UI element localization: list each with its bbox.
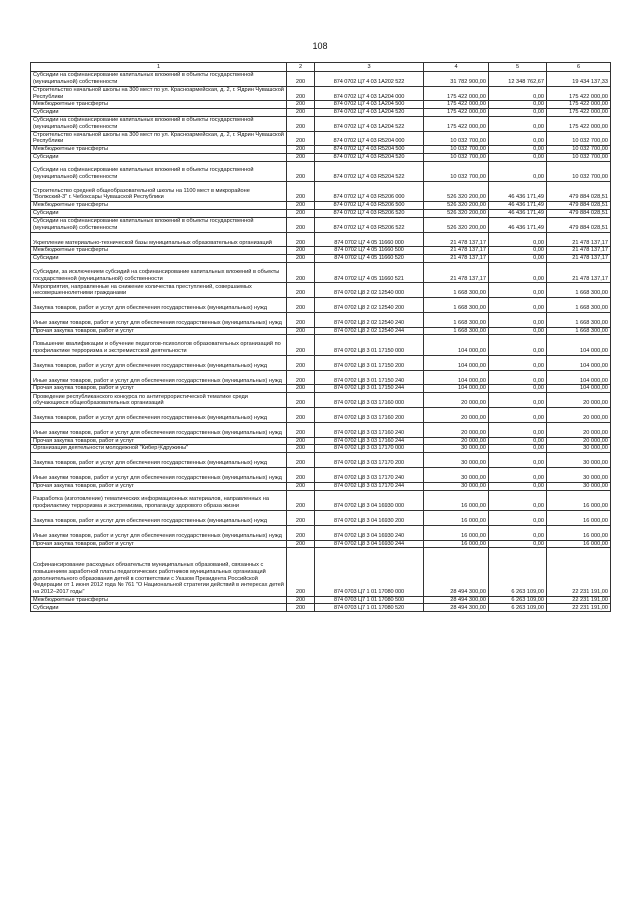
row-amount-cell: 526 320 200,00 (424, 181, 489, 201)
table-row (31, 453, 611, 468)
row-name-cell: Прочая закупка товаров, работ и услуг (31, 327, 287, 335)
row-code-cell: 874 0702 Ц8 3 03 17160 000 (315, 393, 424, 408)
row-remainder-cell: 104 000,00 (547, 355, 611, 370)
row-col2-cell: 200 (287, 262, 315, 282)
row-code-cell: 874 0702 Ц7 4 03 1А204 000 (315, 86, 424, 100)
row-executed-cell: 0,00 (489, 355, 547, 370)
row-name-cell: Субсидии на софинансирование капитальных вложений в объекты государственной (муниципальной) собственности (31, 116, 287, 131)
table-row (31, 101, 611, 109)
row-code-cell: 874 0702 Ц8 3 01 17150 000 (315, 335, 424, 355)
header-cell-1: 1 (31, 63, 287, 72)
row-col2-cell: 200 (287, 335, 315, 355)
row-amount-cell: 20 000,00 (424, 393, 489, 408)
row-name-cell: Укрепление материально-технической базы муниципальных образовательных организаций (31, 232, 287, 247)
row-name-cell: Субсидии на софинансирование капитальных вложений в объекты государственной (муниципальной) собственности (31, 217, 287, 232)
table-row (31, 437, 611, 445)
row-name-cell: Субсидии (31, 209, 287, 217)
row-executed-cell: 0,00 (489, 453, 547, 468)
row-executed-cell: 0,00 (489, 86, 547, 100)
row-remainder-cell: 175 422 000,00 (547, 86, 611, 100)
row-name-cell: Закупка товаров, работ и услуг для обеспечения государственных (муниципальных) нужд (31, 407, 287, 422)
row-name-cell: Иные закупки товаров, работ и услуг для обеспечения государственных (муниципальных) нужд (31, 312, 287, 327)
table-body (31, 72, 611, 612)
row-code-cell: 874 0702 Ц7 4 05 11660 521 (315, 262, 424, 282)
row-code-cell: 874 0702 Ц7 4 05 11660 000 (315, 232, 424, 247)
row-amount-cell: 20 000,00 (424, 422, 489, 437)
row-remainder-cell: 10 032 700,00 (547, 131, 611, 145)
row-code-cell: 874 0702 Ц7 4 05 11660 500 (315, 247, 424, 255)
row-col2-cell: 200 (287, 202, 315, 210)
row-col2-cell: 200 (287, 247, 315, 255)
page-number: 108 (312, 41, 328, 51)
row-name-cell: Иные закупки товаров, работ и услуг для обеспечения государственных (муниципальных) нужд (31, 422, 287, 437)
row-remainder-cell: 479 884 028,51 (547, 181, 611, 201)
row-remainder-cell: 20 000,00 (547, 422, 611, 437)
table-row (31, 161, 611, 181)
row-amount-cell: 28 494 300,00 (424, 596, 489, 604)
row-name-cell: Межбюджетные трансферты (31, 101, 287, 109)
row-code-cell: 874 0703 Ц7 1 01 17080 520 (315, 604, 424, 612)
row-remainder-cell: 19 434 137,33 (547, 72, 611, 87)
table-row (31, 540, 611, 548)
row-code-cell: 874 0702 Ц7 4 03 R5206 000 (315, 181, 424, 201)
table-row (31, 604, 611, 612)
row-col2-cell: 200 (287, 370, 315, 385)
row-amount-cell: 16 000,00 (424, 510, 489, 525)
table-row (31, 596, 611, 604)
row-amount-cell: 21 478 137,17 (424, 255, 489, 263)
row-code-cell: 874 0702 Ц8 3 04 16930 200 (315, 510, 424, 525)
table-row (31, 335, 611, 355)
row-col2-cell: 200 (287, 101, 315, 109)
row-col2-cell: 200 (287, 385, 315, 393)
row-code-cell: 874 0702 Ц7 4 03 R5204 000 (315, 131, 424, 145)
row-code-cell: 874 0702 Ц8 3 03 17160 244 (315, 437, 424, 445)
row-executed-cell: 0,00 (489, 131, 547, 145)
table-row (31, 86, 611, 100)
row-remainder-cell: 104 000,00 (547, 335, 611, 355)
row-remainder-cell: 479 884 028,51 (547, 202, 611, 210)
row-col2-cell: 200 (287, 116, 315, 131)
row-name-cell: Прочая закупка товаров, работ и услуг (31, 385, 287, 393)
row-name-cell: Субсидии на софинансирование капитальных вложений в объекты государственной (муниципальной) собственности (31, 72, 287, 87)
table-row (31, 181, 611, 201)
row-amount-cell: 28 494 300,00 (424, 548, 489, 596)
row-code-cell: 874 0702 Ц8 3 01 17150 200 (315, 355, 424, 370)
row-amount-cell: 10 032 700,00 (424, 131, 489, 145)
row-code-cell: 874 0702 Ц7 4 03 1А204 522 (315, 116, 424, 131)
row-remainder-cell: 175 422 000,00 (547, 116, 611, 131)
row-col2-cell: 200 (287, 161, 315, 181)
row-code-cell: 874 0702 Ц7 4 03 R5206 522 (315, 217, 424, 232)
row-col2-cell: 200 (287, 596, 315, 604)
row-executed-cell: 0,00 (489, 437, 547, 445)
row-remainder-cell: 16 000,00 (547, 525, 611, 540)
row-code-cell: 874 0702 Ц7 4 03 R5206 500 (315, 202, 424, 210)
row-col2-cell: 200 (287, 355, 315, 370)
row-name-cell: Софинансирование расходных обязательств муниципальных образований, связанных с повышением заработной платы педагогических работников муниципальных организаций дополнительного образования детей в соответствии с Указом Президента Российской Федерации от 1 июня 2012 года № 761 "О Национальной стратегии действий в интересах детей на 2012–2017 годы" (31, 548, 287, 596)
row-name-cell: Субсидии на софинансирование капитальных вложений в объекты государственной (муниципальной) собственности (31, 161, 287, 181)
row-amount-cell: 1 668 300,00 (424, 312, 489, 327)
row-name-cell: Субсидии (31, 109, 287, 117)
row-amount-cell: 30 000,00 (424, 453, 489, 468)
row-executed-cell: 0,00 (489, 540, 547, 548)
row-name-cell: Закупка товаров, работ и услуг для обеспечения государственных (муниципальных) нужд (31, 298, 287, 313)
row-name-cell: Закупка товаров, работ и услуг для обеспечения государственных (муниципальных) нужд (31, 453, 287, 468)
row-executed-cell: 0,00 (489, 335, 547, 355)
row-col2-cell: 200 (287, 407, 315, 422)
row-remainder-cell: 1 668 300,00 (547, 312, 611, 327)
row-name-cell: Межбюджетные трансферты (31, 247, 287, 255)
row-executed-cell: 0,00 (489, 146, 547, 154)
row-remainder-cell: 479 884 028,51 (547, 217, 611, 232)
row-executed-cell: 0,00 (489, 385, 547, 393)
row-name-cell: Строительство средней общеобразовательной школы на 1100 мест в микрорайоне "Волжский-3" г. Чебоксары Чувашской Республики (31, 181, 287, 201)
row-col2-cell: 200 (287, 604, 315, 612)
row-remainder-cell: 1 668 300,00 (547, 283, 611, 298)
table-row (31, 116, 611, 131)
row-remainder-cell: 30 000,00 (547, 482, 611, 490)
row-executed-cell: 46 436 171,49 (489, 202, 547, 210)
table-row (31, 490, 611, 510)
table-row (31, 327, 611, 335)
row-executed-cell: 0,00 (489, 445, 547, 453)
table-row (31, 393, 611, 408)
row-remainder-cell: 104 000,00 (547, 370, 611, 385)
row-remainder-cell: 10 032 700,00 (547, 146, 611, 154)
table-row (31, 385, 611, 393)
row-col2-cell: 200 (287, 548, 315, 596)
row-executed-cell: 12 348 762,67 (489, 72, 547, 87)
row-name-cell: Разработка (изготовление) тематических информационных материалов, направленных на профилактику терроризма и экстремизма, пропаганду здорового образа жизни (31, 490, 287, 510)
row-executed-cell: 46 436 171,49 (489, 209, 547, 217)
row-name-cell: Закупка товаров, работ и услуг для обеспечения государственных (муниципальных) нужд (31, 510, 287, 525)
row-amount-cell: 1 668 300,00 (424, 298, 489, 313)
row-col2-cell: 200 (287, 393, 315, 408)
row-remainder-cell: 30 000,00 (547, 445, 611, 453)
row-remainder-cell: 10 032 700,00 (547, 161, 611, 181)
row-remainder-cell: 175 422 000,00 (547, 101, 611, 109)
table-row (31, 131, 611, 145)
row-code-cell: 874 0702 Ц8 3 03 17160 200 (315, 407, 424, 422)
row-col2-cell: 200 (287, 437, 315, 445)
table-row (31, 298, 611, 313)
row-amount-cell: 30 000,00 (424, 482, 489, 490)
row-remainder-cell: 16 000,00 (547, 540, 611, 548)
row-executed-cell: 0,00 (489, 407, 547, 422)
row-amount-cell: 104 000,00 (424, 355, 489, 370)
row-name-cell: Повышение квалификации и обучение педагогов-психологов образовательных организаций по профилактике терроризма и экстремистской деятельности (31, 335, 287, 355)
row-amount-cell: 526 320 200,00 (424, 202, 489, 210)
row-amount-cell: 10 032 700,00 (424, 146, 489, 154)
table-row (31, 370, 611, 385)
row-amount-cell: 10 032 700,00 (424, 161, 489, 181)
row-amount-cell: 31 782 900,00 (424, 72, 489, 87)
row-col2-cell: 200 (287, 445, 315, 453)
row-col2-cell: 200 (287, 453, 315, 468)
row-amount-cell: 16 000,00 (424, 490, 489, 510)
row-col2-cell: 200 (287, 86, 315, 100)
row-executed-cell: 0,00 (489, 232, 547, 247)
row-amount-cell: 1 668 300,00 (424, 283, 489, 298)
row-col2-cell: 200 (287, 327, 315, 335)
row-remainder-cell: 20 000,00 (547, 437, 611, 445)
row-amount-cell: 28 494 300,00 (424, 604, 489, 612)
row-amount-cell: 526 320 200,00 (424, 209, 489, 217)
row-executed-cell: 46 436 171,49 (489, 181, 547, 201)
row-name-cell: Прочая закупка товаров, работ и услуг (31, 437, 287, 445)
row-name-cell: Иные закупки товаров, работ и услуг для обеспечения государственных (муниципальных) нужд (31, 525, 287, 540)
table-row (31, 217, 611, 232)
table-row (31, 153, 611, 161)
row-executed-cell: 0,00 (489, 468, 547, 483)
table-row (31, 525, 611, 540)
row-code-cell: 874 0702 Ц7 4 03 1А204 520 (315, 109, 424, 117)
row-code-cell: 874 0702 Ц8 3 03 17170 000 (315, 445, 424, 453)
row-code-cell: 874 0702 Ц8 3 03 17170 244 (315, 482, 424, 490)
row-amount-cell: 21 478 137,17 (424, 262, 489, 282)
row-code-cell: 874 0702 Ц8 2 02 12540 244 (315, 327, 424, 335)
row-amount-cell: 104 000,00 (424, 385, 489, 393)
table-row (31, 510, 611, 525)
header-cell-4: 4 (424, 63, 489, 72)
row-remainder-cell: 30 000,00 (547, 453, 611, 468)
row-name-cell: Проведение республиканского конкурса по антитеррористической тематике среди обучающихся общеобразовательных организаций (31, 393, 287, 408)
row-executed-cell: 0,00 (489, 109, 547, 117)
table-row (31, 146, 611, 154)
row-name-cell: Межбюджетные трансферты (31, 202, 287, 210)
row-remainder-cell: 479 884 028,51 (547, 209, 611, 217)
row-executed-cell: 0,00 (489, 490, 547, 510)
row-name-cell: Строительство начальной школы на 300 мест по ул. Красноармейская, д. 2, г. Ядрин Чувашской Республики (31, 131, 287, 145)
header-cell-2: 2 (287, 63, 315, 72)
row-col2-cell: 200 (287, 255, 315, 263)
row-code-cell: 874 0702 Ц8 3 04 16930 240 (315, 525, 424, 540)
row-amount-cell: 526 320 200,00 (424, 217, 489, 232)
row-remainder-cell: 1 668 300,00 (547, 298, 611, 313)
row-col2-cell: 200 (287, 181, 315, 201)
row-amount-cell: 175 422 000,00 (424, 86, 489, 100)
row-executed-cell: 6 263 109,00 (489, 548, 547, 596)
row-executed-cell: 6 263 109,00 (489, 604, 547, 612)
row-col2-cell: 200 (287, 232, 315, 247)
row-remainder-cell: 30 000,00 (547, 468, 611, 483)
row-code-cell: 874 0702 Ц8 3 03 17170 200 (315, 453, 424, 468)
row-code-cell: 874 0702 Ц8 3 03 17160 240 (315, 422, 424, 437)
row-col2-cell: 200 (287, 131, 315, 145)
row-remainder-cell: 1 668 300,00 (547, 327, 611, 335)
row-amount-cell: 175 422 000,00 (424, 109, 489, 117)
table-row (31, 283, 611, 298)
row-amount-cell: 30 000,00 (424, 445, 489, 453)
row-amount-cell: 30 000,00 (424, 468, 489, 483)
row-remainder-cell: 21 478 137,17 (547, 262, 611, 282)
row-executed-cell: 0,00 (489, 255, 547, 263)
row-col2-cell: 200 (287, 525, 315, 540)
table-row (31, 468, 611, 483)
row-executed-cell: 0,00 (489, 101, 547, 109)
row-executed-cell: 0,00 (489, 262, 547, 282)
table-row (31, 247, 611, 255)
row-code-cell: 874 0702 Ц8 2 02 12540 240 (315, 312, 424, 327)
row-amount-cell: 175 422 000,00 (424, 101, 489, 109)
row-name-cell: Организация деятельности молодежной "Кибер承дружины" (31, 445, 287, 453)
row-amount-cell: 16 000,00 (424, 540, 489, 548)
budget-table (30, 62, 611, 612)
row-code-cell: 874 0702 Ц8 3 04 16930 244 (315, 540, 424, 548)
row-col2-cell: 200 (287, 217, 315, 232)
row-executed-cell: 0,00 (489, 283, 547, 298)
row-name-cell: Закупка товаров, работ и услуг для обеспечения государственных (муниципальных) нужд (31, 355, 287, 370)
row-col2-cell: 200 (287, 540, 315, 548)
row-col2-cell: 200 (287, 468, 315, 483)
row-name-cell: Иные закупки товаров, работ и услуг для обеспечения государственных (муниципальных) нужд (31, 468, 287, 483)
table-row (31, 422, 611, 437)
row-code-cell: 874 0702 Ц7 4 03 R5206 520 (315, 209, 424, 217)
row-col2-cell: 200 (287, 482, 315, 490)
table-row (31, 202, 611, 210)
table-row (31, 262, 611, 282)
table-row (31, 407, 611, 422)
row-code-cell: 874 0703 Ц7 1 01 17080 500 (315, 596, 424, 604)
table-header-row (31, 63, 611, 72)
row-executed-cell: 0,00 (489, 482, 547, 490)
row-code-cell: 874 0702 Ц8 2 02 12540 200 (315, 298, 424, 313)
row-executed-cell: 0,00 (489, 393, 547, 408)
row-amount-cell: 175 422 000,00 (424, 116, 489, 131)
row-col2-cell: 200 (287, 298, 315, 313)
row-remainder-cell: 20 000,00 (547, 407, 611, 422)
row-remainder-cell: 16 000,00 (547, 490, 611, 510)
row-code-cell: 874 0702 Ц7 4 03 1А204 500 (315, 101, 424, 109)
row-amount-cell: 10 032 700,00 (424, 153, 489, 161)
row-name-cell: Прочая закупка товаров, работ и услуг (31, 482, 287, 490)
row-name-cell: Межбюджетные трансферты (31, 146, 287, 154)
row-executed-cell: 0,00 (489, 247, 547, 255)
row-amount-cell: 104 000,00 (424, 335, 489, 355)
row-code-cell: 874 0702 Ц7 4 03 R5204 520 (315, 153, 424, 161)
row-name-cell: Межбюджетные трансферты (31, 596, 287, 604)
row-executed-cell: 0,00 (489, 422, 547, 437)
row-remainder-cell: 21 478 137,17 (547, 255, 611, 263)
table-row (31, 109, 611, 117)
header-cell-3: 3 (315, 63, 424, 72)
row-col2-cell: 200 (287, 510, 315, 525)
row-remainder-cell: 21 478 137,17 (547, 247, 611, 255)
row-amount-cell: 20 000,00 (424, 407, 489, 422)
row-col2-cell: 200 (287, 109, 315, 117)
table-row (31, 445, 611, 453)
row-code-cell: 874 0702 Ц7 4 05 11660 520 (315, 255, 424, 263)
row-executed-cell: 0,00 (489, 370, 547, 385)
row-code-cell: 874 0702 Ц8 3 03 17170 240 (315, 468, 424, 483)
table-row (31, 482, 611, 490)
header-cell-6: 6 (547, 63, 611, 72)
row-name-cell: Субсидии (31, 153, 287, 161)
row-code-cell: 874 0702 Ц7 4 03 R5204 500 (315, 146, 424, 154)
row-col2-cell: 200 (287, 209, 315, 217)
row-name-cell: Иные закупки товаров, работ и услуг для обеспечения государственных (муниципальных) нужд (31, 370, 287, 385)
row-col2-cell: 200 (287, 490, 315, 510)
row-executed-cell: 0,00 (489, 298, 547, 313)
row-remainder-cell: 22 231 191,00 (547, 596, 611, 604)
table-row (31, 355, 611, 370)
row-col2-cell: 200 (287, 312, 315, 327)
row-amount-cell: 21 478 137,17 (424, 247, 489, 255)
row-amount-cell: 20 000,00 (424, 437, 489, 445)
row-amount-cell: 104 000,00 (424, 370, 489, 385)
row-executed-cell: 0,00 (489, 327, 547, 335)
row-executed-cell: 0,00 (489, 161, 547, 181)
table-row (31, 209, 611, 217)
header-cell-5: 5 (489, 63, 547, 72)
row-name-cell: Субсидии (31, 604, 287, 612)
row-name-cell: Субсидии (31, 255, 287, 263)
row-remainder-cell: 175 422 000,00 (547, 109, 611, 117)
row-code-cell: 874 0702 Ц7 4 03 R5204 522 (315, 161, 424, 181)
row-executed-cell: 0,00 (489, 510, 547, 525)
row-remainder-cell: 22 231 191,00 (547, 548, 611, 596)
row-code-cell: 874 0702 Ц8 3 01 17150 244 (315, 385, 424, 393)
row-name-cell: Субсидии, за исключением субсидий на софинансирование капитальных вложений в объекты государственной (муниципальной) собственности (31, 262, 287, 282)
row-executed-cell: 0,00 (489, 153, 547, 161)
row-col2-cell: 200 (287, 422, 315, 437)
table-row (31, 312, 611, 327)
row-remainder-cell: 104 000,00 (547, 385, 611, 393)
row-name-cell: Прочая закупка товаров, работ и услуг (31, 540, 287, 548)
row-executed-cell: 0,00 (489, 116, 547, 131)
row-code-cell: 874 0702 Ц7 4 03 1А202 522 (315, 72, 424, 87)
row-col2-cell: 200 (287, 146, 315, 154)
row-code-cell: 874 0702 Ц8 3 04 16930 000 (315, 490, 424, 510)
row-remainder-cell: 20 000,00 (547, 393, 611, 408)
row-col2-cell: 200 (287, 153, 315, 161)
row-col2-cell: 200 (287, 283, 315, 298)
row-remainder-cell: 22 231 191,00 (547, 604, 611, 612)
row-code-cell: 874 0702 Ц8 2 02 12540 000 (315, 283, 424, 298)
table-row (31, 232, 611, 247)
row-remainder-cell: 16 000,00 (547, 510, 611, 525)
row-executed-cell: 6 263 109,00 (489, 596, 547, 604)
table-row (31, 255, 611, 263)
row-remainder-cell: 10 032 700,00 (547, 153, 611, 161)
table-row (31, 548, 611, 596)
row-amount-cell: 16 000,00 (424, 525, 489, 540)
row-amount-cell: 21 478 137,17 (424, 232, 489, 247)
row-amount-cell: 1 668 300,00 (424, 327, 489, 335)
row-executed-cell: 0,00 (489, 525, 547, 540)
row-col2-cell: 200 (287, 72, 315, 87)
row-code-cell: 874 0703 Ц7 1 01 17080 000 (315, 548, 424, 596)
row-name-cell: Мероприятия, направленные на снижение количества преступлений, совершаемых несовершеннолетними гражданами (31, 283, 287, 298)
row-code-cell: 874 0702 Ц8 3 01 17150 240 (315, 370, 424, 385)
table-row (31, 72, 611, 87)
row-name-cell: Строительство начальной школы на 300 мест по ул. Красноармейская, д. 2, г. Ядрин Чувашской Республики (31, 86, 287, 100)
row-executed-cell: 0,00 (489, 312, 547, 327)
row-remainder-cell: 21 478 137,17 (547, 232, 611, 247)
row-executed-cell: 46 436 171,49 (489, 217, 547, 232)
